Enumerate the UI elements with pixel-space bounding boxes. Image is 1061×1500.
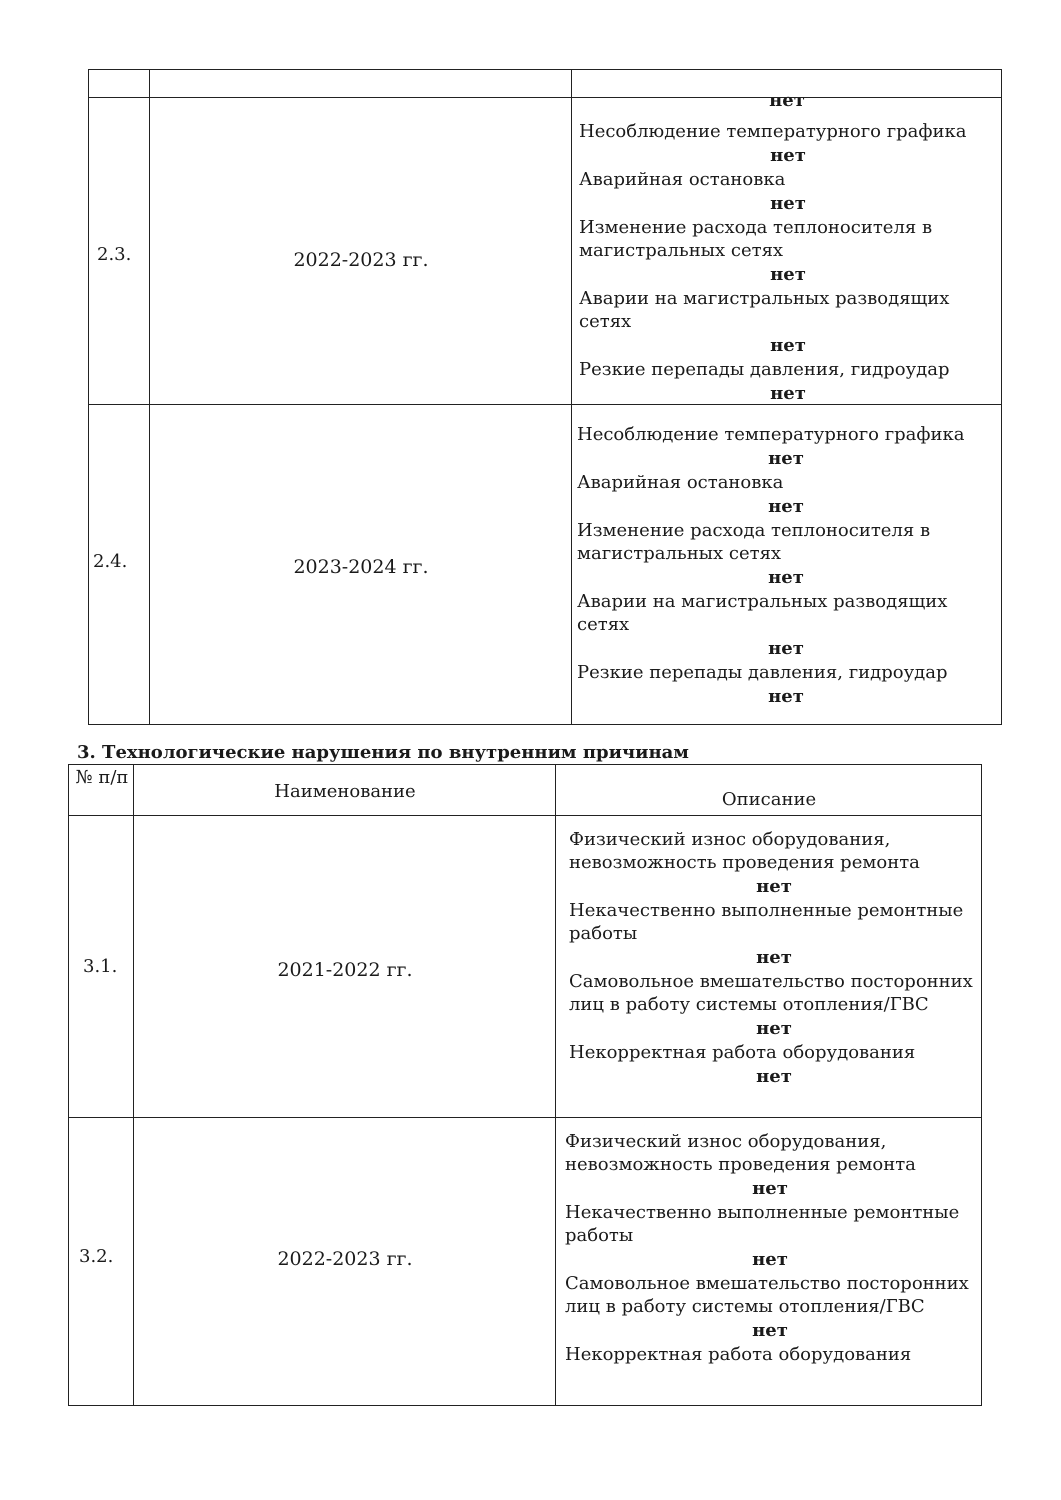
row-period: 2022-2023 гг. xyxy=(277,1248,413,1270)
item-label: Некорректная работа оборудования xyxy=(569,1042,916,1063)
item-label: Изменение расхода теплоносителя в магистральных сетях xyxy=(577,520,931,564)
item-value: нет xyxy=(768,686,804,707)
item-value: нет xyxy=(756,947,792,968)
item-value: нет xyxy=(770,193,806,214)
row-number: 3.2. xyxy=(79,1246,114,1267)
item-label: Некачественно выполненные ремонтные работы xyxy=(565,1202,960,1246)
list-item xyxy=(565,1343,975,1366)
table-stub-row xyxy=(89,70,1001,111)
header-num: № п/п xyxy=(75,767,129,788)
item-label: Несоблюдение температурного графика xyxy=(579,121,967,142)
item-value: нет xyxy=(770,335,806,356)
list-item xyxy=(579,168,997,216)
item-value: нет xyxy=(770,145,806,166)
item-value: нет xyxy=(756,1066,792,1087)
list-item xyxy=(577,471,995,519)
item-label: Некачественно выполненные ремонтные работы xyxy=(569,900,964,944)
list-item xyxy=(569,1041,979,1089)
item-label: Резкие перепады давления, гидроудар xyxy=(577,662,948,683)
list-item xyxy=(579,120,997,168)
table-section-3 xyxy=(68,764,982,1406)
list-item xyxy=(565,1201,975,1272)
list-item xyxy=(579,287,997,358)
item-label: Изменение расхода теплоносителя в магистральных сетях xyxy=(579,217,933,261)
item-label: Несоблюдение температурного графика xyxy=(577,424,965,445)
item-value: нет xyxy=(756,1018,792,1039)
row-number: 2.4. xyxy=(93,551,128,572)
item-label: Самовольное вмешательство посторонних лиц в работу системы отопления/ГВС xyxy=(569,971,973,1015)
item-label: Физический износ оборудования, невозможность проведения ремонта xyxy=(569,829,920,873)
list-item xyxy=(579,216,997,287)
table-section-2 xyxy=(88,69,1002,725)
value-net: нет xyxy=(769,90,805,111)
item-label: Резкие перепады давления, гидроудар xyxy=(579,359,950,380)
list-item xyxy=(565,1130,975,1201)
item-label: Самовольное вмешательство посторонних лиц в работу системы отопления/ГВС xyxy=(565,1273,969,1317)
list-item xyxy=(569,828,979,899)
row-period: 2021-2022 гг. xyxy=(277,959,413,981)
table-header-row xyxy=(69,765,981,815)
row-period: 2022-2023 гг. xyxy=(293,249,429,271)
list-item xyxy=(577,519,995,590)
list-item xyxy=(565,1272,975,1343)
list-item xyxy=(577,423,995,471)
list-item xyxy=(579,358,997,406)
list-item xyxy=(577,590,995,661)
list-item xyxy=(577,661,995,709)
item-value: нет xyxy=(756,876,792,897)
row-number: 2.3. xyxy=(97,244,132,265)
section-title: 3. Технологические нарушения по внутренним причинам xyxy=(77,742,689,763)
item-value: нет xyxy=(768,638,804,659)
item-label: Физический износ оборудования, невозможность проведения ремонта xyxy=(565,1131,916,1175)
item-label: Аварии на магистральных разводящих сетях xyxy=(577,591,948,635)
item-label: Некорректная работа оборудования xyxy=(565,1344,912,1365)
item-value: нет xyxy=(768,448,804,469)
item-value: нет xyxy=(770,264,806,285)
item-label: Аварийная остановка xyxy=(577,472,784,493)
item-label: Аварии на магистральных разводящих сетях xyxy=(579,288,950,332)
table-row xyxy=(69,1117,981,1405)
item-label: Аварийная остановка xyxy=(579,169,786,190)
list-item xyxy=(569,899,979,970)
item-value: нет xyxy=(768,496,804,517)
list-item xyxy=(569,970,979,1041)
row-period: 2023-2024 гг. xyxy=(293,556,429,578)
item-value: нет xyxy=(768,567,804,588)
header-desc: Описание xyxy=(721,789,817,810)
item-value: нет xyxy=(752,1178,788,1199)
header-name: Наименование xyxy=(274,781,416,802)
item-value: нет xyxy=(770,383,806,404)
item-value: нет xyxy=(752,1320,788,1341)
row-number: 3.1. xyxy=(83,956,118,977)
table-row xyxy=(89,404,1001,724)
item-value: нет xyxy=(752,1249,788,1270)
table-row xyxy=(89,97,1001,404)
table-row xyxy=(69,815,981,1117)
